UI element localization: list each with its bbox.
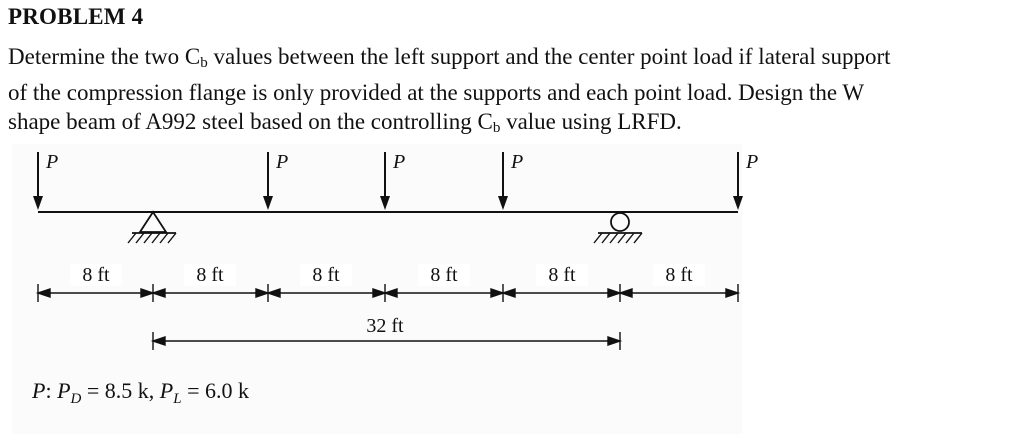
problem-statement — [8, 42, 1018, 143]
load-label: P — [393, 151, 406, 173]
load-label: P — [276, 151, 289, 173]
segment-label-6: 8 ft — [665, 264, 693, 286]
beam-diagram-svg — [0, 140, 1024, 440]
statement-line-3-b: value using LRFD. — [500, 109, 682, 134]
point-load-1 — [33, 151, 58, 210]
point-load-4 — [498, 151, 523, 210]
arrow-down-icon — [33, 196, 43, 210]
arrow-down-icon — [733, 196, 743, 210]
segment-label-4: 8 ft — [430, 264, 458, 286]
cb-subscript: b — [492, 120, 501, 136]
cb-subscript: b — [200, 55, 208, 71]
beam-figure — [0, 140, 1024, 440]
statement-line-1-b: values between the left support and the center point load if lateral support — [207, 44, 891, 69]
arrow-down-icon — [498, 196, 508, 210]
span-label: 32 ft — [366, 315, 404, 337]
point-load-5 — [733, 151, 758, 210]
segment-dimension-line — [38, 284, 738, 302]
statement-line-3 — [8, 107, 1018, 143]
segment-label-1: 8 ft — [82, 264, 110, 286]
segment-label-2: 8 ft — [196, 264, 224, 286]
problem-title: PROBLEM 4 — [8, 4, 144, 29]
load-label: P — [46, 151, 59, 173]
pin-support-icon — [128, 212, 176, 243]
statement-line-2: of the compression flange is only provided at the supports and each point load. Design the W — [8, 80, 865, 105]
point-load-2 — [263, 151, 288, 210]
statement-line-1-a: Determine the two C — [8, 44, 201, 69]
point-load-3 — [380, 151, 405, 210]
arrow-down-icon — [263, 196, 273, 210]
statement-line-1 — [8, 42, 1018, 78]
load-label: P — [511, 151, 524, 173]
arrow-down-icon — [380, 196, 390, 210]
segment-label-3: 8 ft — [312, 264, 340, 286]
roller-support-icon — [594, 213, 642, 243]
segment-label-5: 8 ft — [548, 264, 576, 286]
load-label: P — [746, 151, 759, 173]
statement-line-3-a: shape beam of A992 steel based on the controlling C — [8, 109, 493, 134]
loads-legend: P: $P_D = 8.5$ k, $P_L = 6.0$ k — [32, 378, 250, 407]
